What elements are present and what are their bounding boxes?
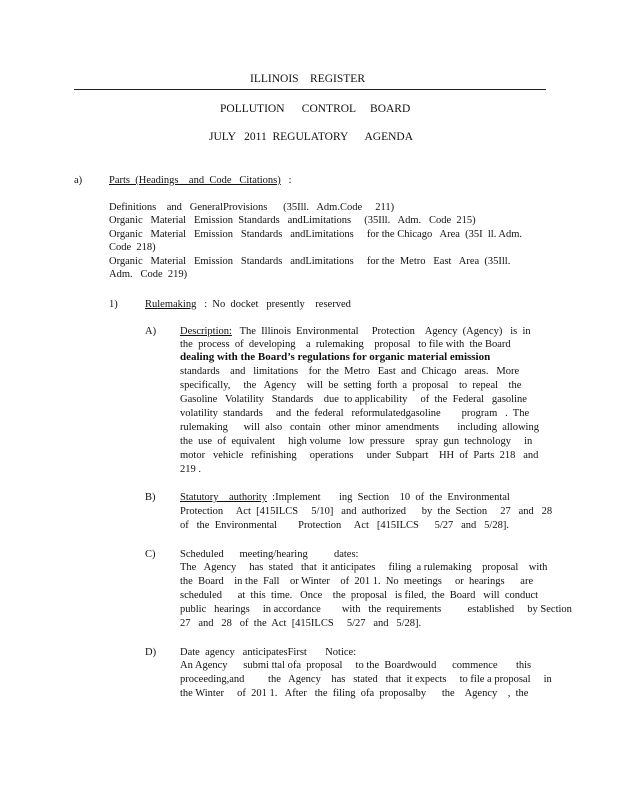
description-line: specifically, the Agency will be setting forth a proposal to repeal the <box>180 380 522 391</box>
first-notice-line: An Agency submi ttal ofa proposal to the Boardwould commence this <box>180 660 532 671</box>
description-line: standards and limitations for the Metro East and Chicago areas. More <box>180 366 520 377</box>
statutory-line <box>180 491 510 504</box>
description-line: dealing with the Board’s regulations for organic material emission <box>180 351 491 363</box>
header-divider <box>74 89 546 90</box>
statutory-line: of the Environmental Protection Act [415ILCS 5/27 and 5/28]. <box>180 520 509 531</box>
statutory-line: Protection Act [415ILCS 5/10] and authorized by the Section 27 and 28 <box>180 506 553 517</box>
hearing-dates-line: public hearings in accordance with the requirements established by Section <box>180 604 572 615</box>
part-line: Organic Material Emission Standards andLimitations for the Chicago Area (35I ll. Adm. <box>109 229 523 240</box>
register-title: ILLINOIS REGISTER <box>250 73 365 85</box>
part-line: Organic Material Emission Standards andLimitations for the Metro East Area (35Ill. <box>109 256 511 267</box>
description-line: motor vehicle refinishing operations under Subpart HH of Parts 218 and <box>180 450 539 461</box>
part-line: Code 218) <box>109 242 156 253</box>
description-line: rulemaking will also contain other minor amendments including allowing <box>180 422 539 433</box>
hearing-dates-line: 27 and 28 of the Act [415ILCS 5/27 and 5/28]. <box>180 618 422 629</box>
item-a-marker: A) <box>145 326 157 337</box>
first-notice-line: proceeding,and the Agency has stated that it expects to file a proposal in <box>180 674 552 685</box>
description-line: 219 . <box>180 464 201 475</box>
description-line: the process of developing a rulemaking proposal to file with the Board <box>180 339 511 350</box>
item-b-marker: B) <box>145 492 156 503</box>
description-text: The Illinois Environmental Protection Agency (Agency) is in <box>231 326 531 337</box>
statutory-text: :Implement ing Section 10 of the Environmental <box>266 492 510 503</box>
statutory-label: Statutory authority <box>180 492 267 503</box>
description-line: the use of equivalent high volume low pressure spray gun technology in <box>180 436 533 447</box>
hearing-dates-line: scheduled at this time. Once the proposal is filed, the Board will conduct <box>180 590 539 601</box>
description-line: Gasoline Volatility Standards due to applicability of the Federal gasoline <box>180 394 527 405</box>
hearing-dates-title: Scheduled meeting/hearing dates: <box>180 549 359 560</box>
hearing-dates-line: the Board in the Fall or Winter of 201 1. No meetings or hearings are <box>180 576 534 587</box>
first-notice-line: the Winter of 201 1. After the filing ofa proposalby the Agency , the <box>180 688 529 699</box>
first-notice-title: Date agency anticipatesFirst Notice: <box>180 647 357 658</box>
section-a-heading-text: Parts (Headings and Code Citations) <box>109 175 281 186</box>
item-1-marker: 1) <box>109 299 118 310</box>
agenda-title: JULY 2011 REGULATORY AGENDA <box>209 131 414 143</box>
part-line: Organic Material Emission Standards andLimitations (35Ill. Adm. Code 215) <box>109 215 476 226</box>
hearing-dates-line: The Agency has stated that it anticipates filing a rulemaking proposal with <box>180 562 548 573</box>
item-c-marker: C) <box>145 549 156 560</box>
section-a-heading-suffix: : <box>280 175 292 186</box>
description-line <box>180 325 531 338</box>
item-d-marker: D) <box>145 647 157 658</box>
rulemaking-label: Rulemaking <box>145 299 197 310</box>
section-a-heading <box>109 174 292 187</box>
part-line: Adm. Code 219) <box>109 269 188 280</box>
rulemaking-line <box>145 298 351 311</box>
description-label: Description: <box>180 326 232 337</box>
section-a-marker: a) <box>74 175 83 186</box>
board-name: POLLUTION CONTROL BOARD <box>220 103 411 115</box>
part-line: Definitions and GeneralProvisions (35Ill. Adm.Code 211) <box>109 202 395 213</box>
description-line: volatility standards and the federal reformulatedgasoline program . The <box>180 408 530 419</box>
rulemaking-text: : No docket presently reserved <box>196 299 351 310</box>
